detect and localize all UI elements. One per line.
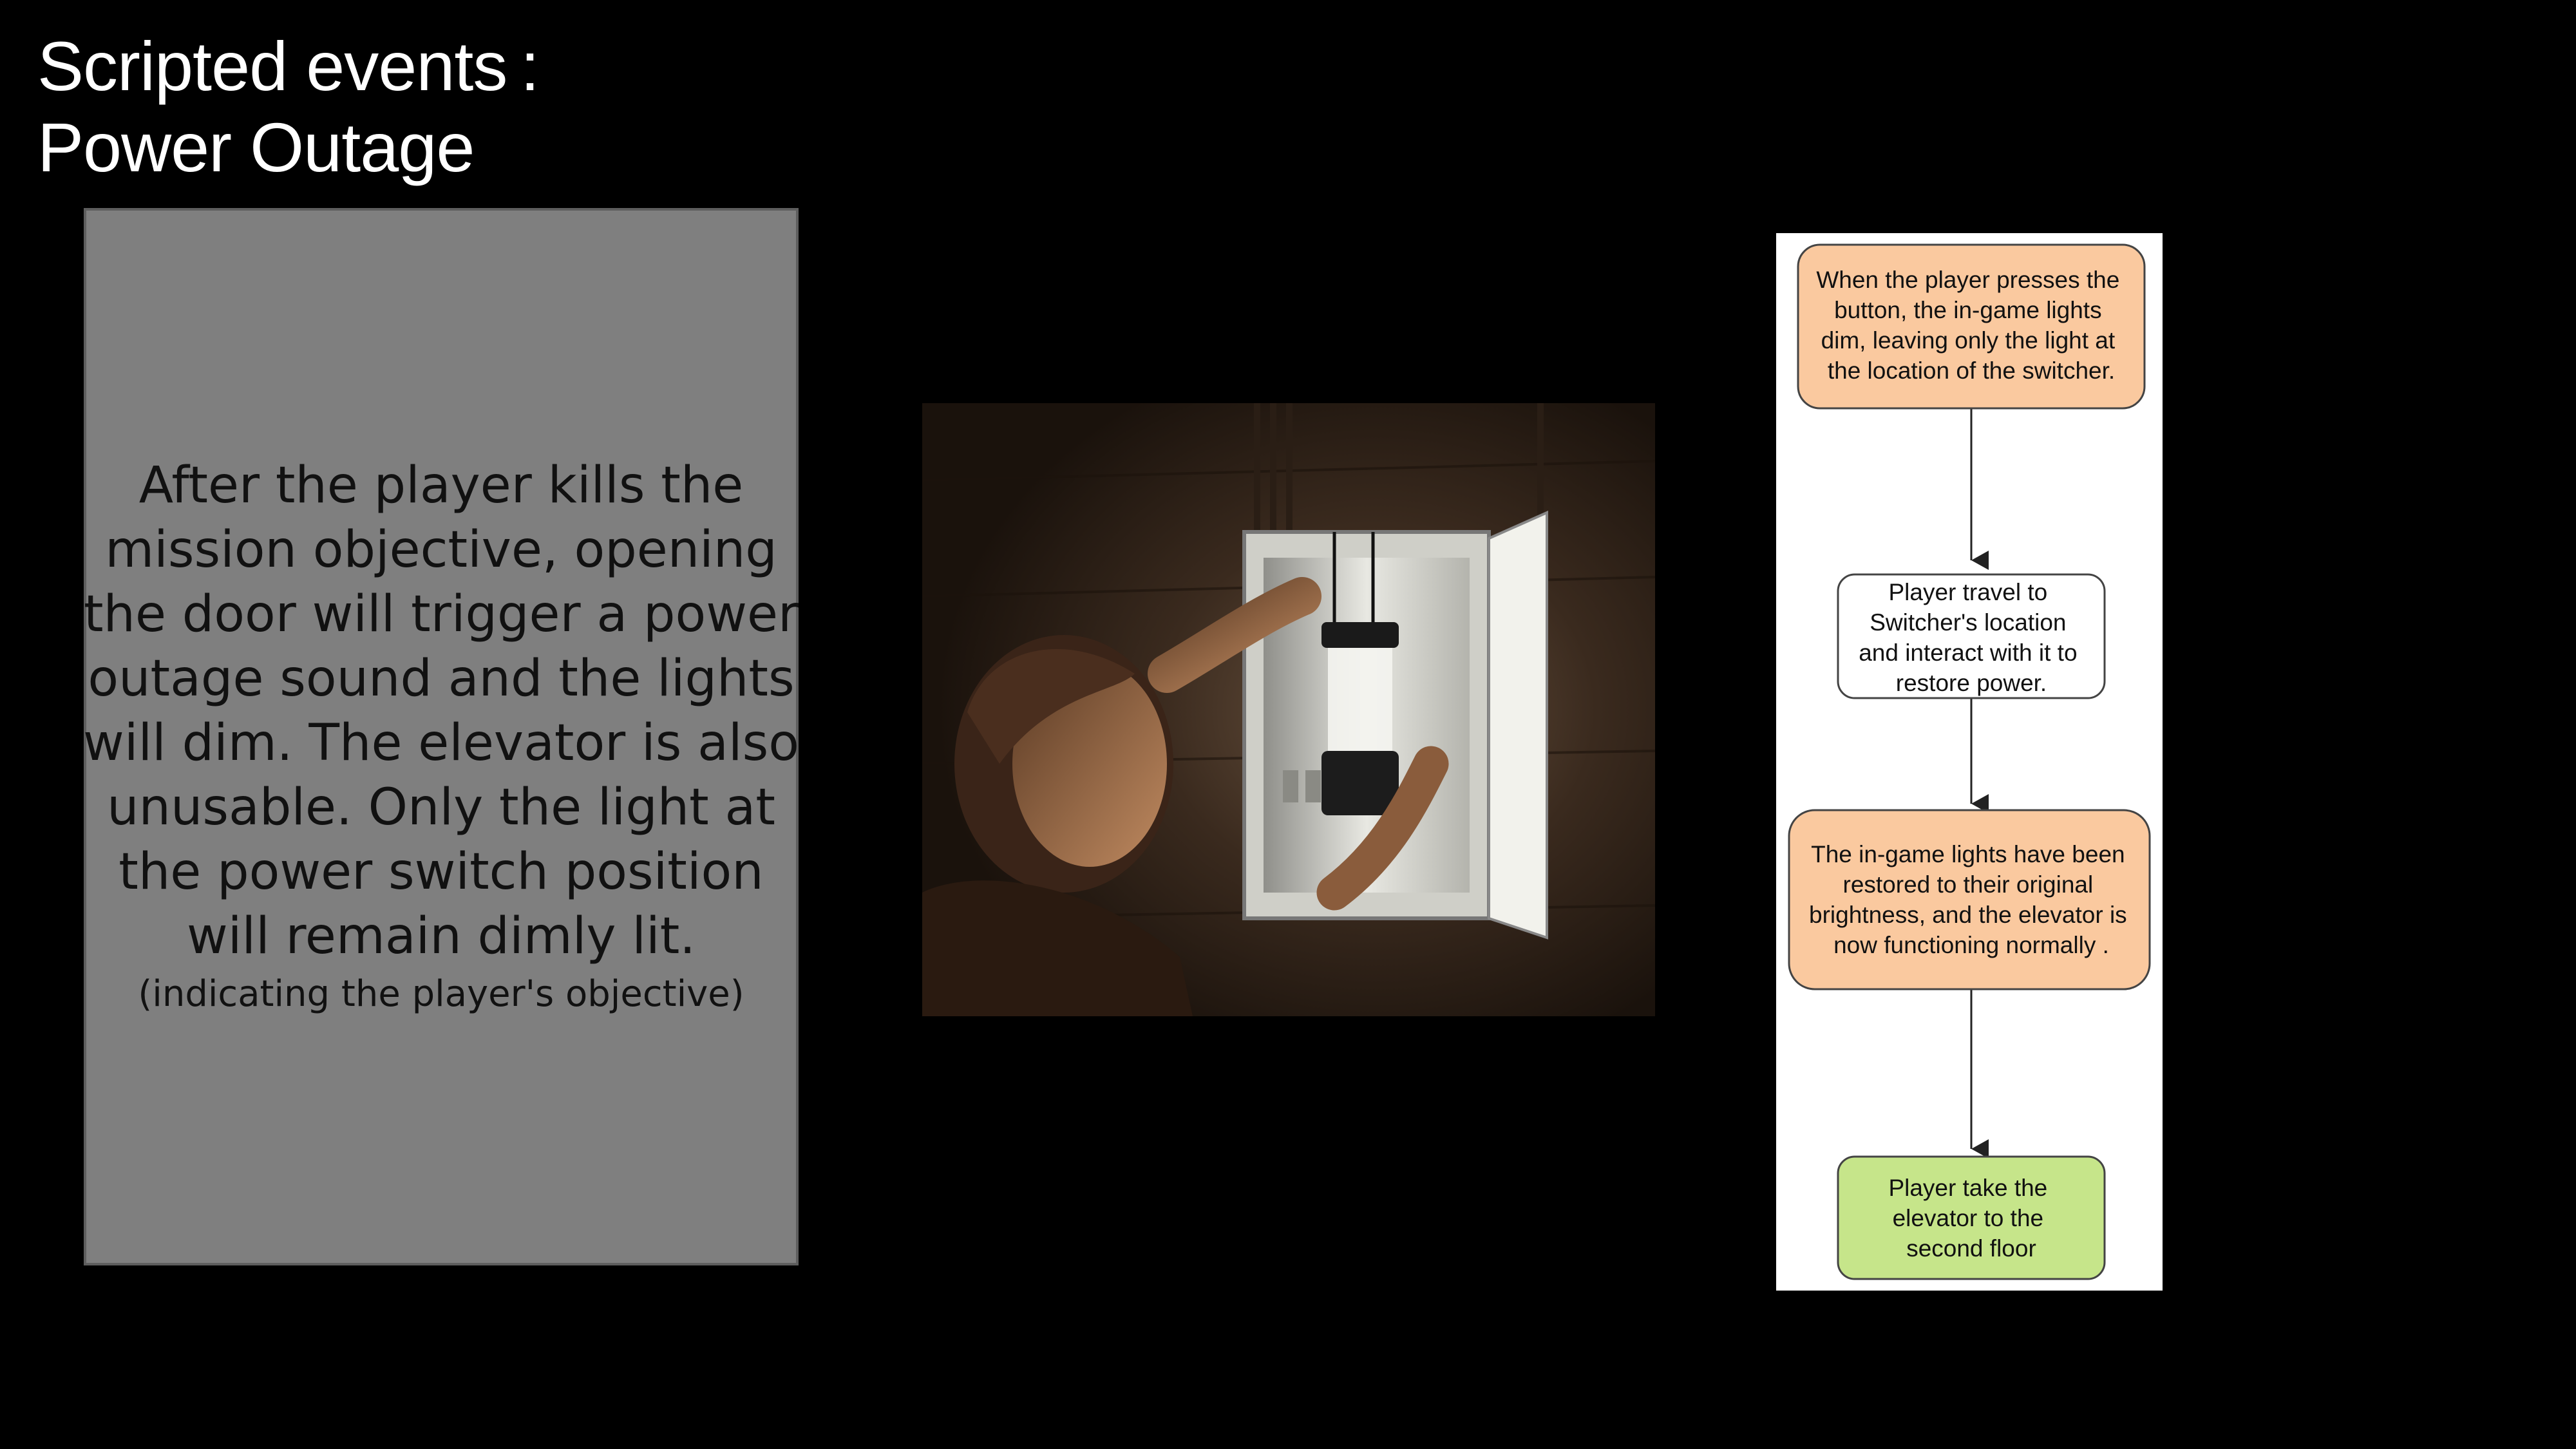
flow-step-4-text: elevator to the <box>1892 1205 2044 1231</box>
photo-person-with-lantern-at-fuse-box <box>922 403 1655 1016</box>
flow-step-3-text: restored to their original <box>1842 871 2094 898</box>
flow-step-1 <box>1798 245 2145 408</box>
svg-text:Player take the elevator <box>1888 1175 2054 1262</box>
description-line: unusable. Only the light at <box>107 779 775 837</box>
flow-step-4-text: Player take the <box>1888 1175 2048 1201</box>
flow-step-3-text: The in-game lights have been <box>1811 841 2125 867</box>
flow-step-2 <box>1838 574 2105 698</box>
description-text <box>83 453 799 969</box>
flow-step-2-text: Player travel to <box>1888 579 2048 605</box>
description-line: mission objective, opening <box>105 521 777 579</box>
description-line: After the player kills the <box>138 457 744 515</box>
description-line: outage sound and the lights <box>88 650 795 708</box>
flow-step-2-text: and interact with it to <box>1859 639 2078 666</box>
flow-step-3-text: brightness, and the elevator is <box>1809 902 2127 928</box>
flow-step-1-text: button, the in-game lights <box>1834 297 2102 323</box>
flowchart <box>1776 233 2163 1291</box>
flow-step-2-text: restore power. <box>1895 670 2047 696</box>
description-line: will remain dimly lit. <box>186 907 696 965</box>
description-line: the power switch position <box>118 843 764 901</box>
description-line: will dim. The elevator is also <box>83 714 799 772</box>
flow-step-3 <box>1789 810 2150 989</box>
slide-title <box>37 26 539 188</box>
flow-step-1-text: dim, leaving only the light at <box>1821 327 2116 354</box>
title-line-1: Scripted events : <box>37 27 540 105</box>
description-box <box>84 208 799 1265</box>
flow-step-3-text: now functioning normally . <box>1833 932 2109 958</box>
description-note: (indicating the player's objective) <box>138 973 744 1015</box>
flow-step-1-text: the location of the switcher. <box>1827 357 2116 384</box>
flow-step-2-text: Switcher's location <box>1870 609 2067 636</box>
title-line-2: Power Outage <box>37 108 475 186</box>
flow-step-4 <box>1838 1157 2105 1279</box>
flow-step-1-text: When the player presses the <box>1816 267 2120 293</box>
description-line: the door will trigger a power <box>83 585 799 643</box>
flow-step-4-text: second floor <box>1906 1235 2036 1262</box>
